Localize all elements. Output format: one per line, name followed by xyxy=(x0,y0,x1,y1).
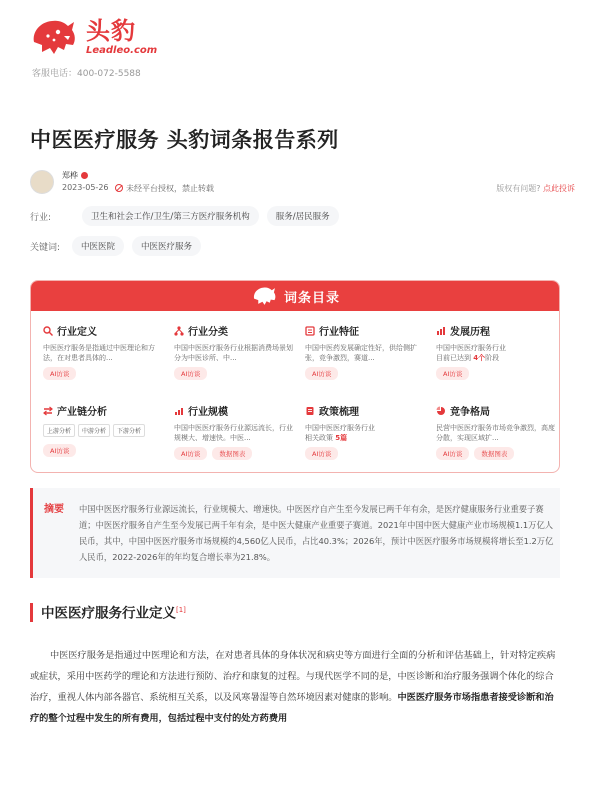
competition-icon xyxy=(436,406,446,416)
prohibited-icon xyxy=(115,184,123,192)
page-title: 中医医疗服务 头豹词条报告系列 xyxy=(30,128,339,152)
toc-item-scale[interactable] xyxy=(174,403,294,460)
keyword-row xyxy=(30,236,201,256)
leopard-logo-icon xyxy=(28,14,78,60)
keyword-label: 关键词: xyxy=(30,242,61,253)
avatar[interactable] xyxy=(30,170,54,194)
policy-desc-a: 中国中医医疗服务行业 xyxy=(305,424,375,432)
data-chart-chip[interactable]: 数据图表 xyxy=(212,447,252,460)
toc-item-desc: 中国中医医疗服务行业根据消费场景划分为中医诊所、中... xyxy=(174,344,293,362)
toc-item-desc xyxy=(436,343,556,363)
toc-item-policy[interactable] xyxy=(305,403,425,460)
definition-paragraph xyxy=(30,645,560,729)
ai-interview-chip[interactable]: AI访谈 xyxy=(174,447,207,460)
industry-row xyxy=(30,206,339,226)
logo[interactable] xyxy=(28,14,228,60)
definition-text: 中医医疗服务是指通过中医理论和方法，在对患者具体的身体状况和病史等方面进行全面的分析和评估基础上，针对特定疾病或症状，采用中医药学的理论和方法进行预防、治疗和康复的过程。与现代医学不同的是，中医诊断和治疗服务强调个体化的综合治疗，重视人体内部各器官、系统相互关系，以及风寒暑湿等自然环境因素对健康的影响。 xyxy=(30,650,556,703)
toc-grid xyxy=(31,311,559,473)
industry-label: 行业: xyxy=(30,212,52,223)
feature-icon xyxy=(305,326,315,336)
footnote-ref[interactable]: [1] xyxy=(176,606,186,614)
history-icon xyxy=(436,326,446,336)
toc-item-title: 政策梳理 xyxy=(319,407,359,418)
toc-item-desc: 中国中医药发展确定性好，供给侧扩张，竞争激烈，赛道... xyxy=(305,344,417,362)
report-link[interactable]: 点此投诉 xyxy=(543,184,575,193)
abstract-box xyxy=(30,488,560,578)
toc-item-history[interactable] xyxy=(436,323,556,380)
history-desc-c: 阶段 xyxy=(485,354,500,362)
policy-icon xyxy=(305,406,315,416)
toc-card xyxy=(30,280,560,473)
ai-interview-chip[interactable]: AI访谈 xyxy=(174,367,207,380)
abstract-text: 中国中医医疗服务行业源远流长，行业规模大、增速快。中医医疗自产生至今发展已两千年有余，是医疗健康服务行业重要子赛道；中医医疗服务自产生至今发展已两千年有余，是中医大健康产业重要子赛道。2021年中国中医大健康产业市场规模1.1万亿人民币，其中，中国中医医疗服务市场规模约4,560亿人民币，占比40.3%；2026年，预计中医医疗服务市场规模将增长至1.2万亿人民币，2022-2026年的年均复合增长率为21.8%。 xyxy=(79,504,554,562)
definition-icon xyxy=(43,326,53,336)
toc-header xyxy=(31,281,559,311)
header xyxy=(28,14,228,92)
toc-item-title: 产业链分析 xyxy=(57,407,107,418)
copyright-report xyxy=(496,183,575,194)
toc-item-desc xyxy=(305,423,425,443)
scale-icon xyxy=(174,406,184,416)
ai-interview-chip[interactable]: AI访谈 xyxy=(43,367,76,380)
ai-interview-chip[interactable]: AI访谈 xyxy=(305,367,338,380)
brand-domain: Leadleo.com xyxy=(86,45,158,56)
classification-icon xyxy=(174,326,184,336)
toc-item-title: 竞争格局 xyxy=(450,407,490,418)
chain-icon xyxy=(43,406,53,416)
toc-item-desc: 民营中医医疗服务市场竞争激烈，高度分散，实现区域扩... xyxy=(436,424,555,442)
policy-count: 5篇 xyxy=(335,434,348,442)
author-name[interactable] xyxy=(62,170,88,181)
section-title-text: 中医医疗服务行业定义 xyxy=(41,605,176,622)
keyword-tag[interactable]: 中医医院 xyxy=(72,236,124,256)
toc-item-definition[interactable] xyxy=(43,323,163,380)
copyright-text: 未经平台授权，禁止转载 xyxy=(126,184,214,193)
toc-item-competition[interactable] xyxy=(436,403,556,460)
section-title xyxy=(30,603,186,622)
industry-tag[interactable]: 卫生和社会工作/卫生/第三方医疗服务机构 xyxy=(82,206,259,226)
toc-item-title: 行业特征 xyxy=(319,327,359,338)
toc-item-desc: 中国中医医疗服务行业源远流长，行业规模大、增速快。中医... xyxy=(174,424,293,442)
policy-desc-b: 相关政策 xyxy=(305,434,333,442)
industry-tag[interactable]: 服务/居民服务 xyxy=(267,206,339,226)
ai-interview-chip[interactable]: AI访谈 xyxy=(436,447,469,460)
author-badge-icon xyxy=(81,172,88,179)
toc-item-title: 行业规模 xyxy=(188,407,228,418)
brand-name: 头豹 xyxy=(86,17,136,45)
abstract-label: 摘要 xyxy=(44,504,64,515)
ai-interview-chip[interactable]: AI访谈 xyxy=(43,444,76,457)
toc-item-title: 行业分类 xyxy=(188,327,228,338)
keyword-tag[interactable]: 中医医疗服务 xyxy=(132,236,201,256)
toc-item-desc: 中医医疗服务是指通过中医理论和方法，在对患者具体的... xyxy=(43,344,155,362)
toc-item-title: 发展历程 xyxy=(450,327,490,338)
toc-item-chain[interactable] xyxy=(43,403,163,457)
definition-text-bold: 中医医疗服务市场指患者接受诊断和治疗的整个过程中发生的所有费用，包括过程中支付的处方药费用 xyxy=(30,692,554,724)
hotline: 客服电话：400-072-5588 xyxy=(32,69,141,79)
publish-date: 2023-05-26 xyxy=(62,183,109,192)
history-stage-count: 4个 xyxy=(473,354,486,362)
report-question: 版权有问题? xyxy=(496,184,541,193)
upstream-chip[interactable]: 上游分析 xyxy=(43,424,75,437)
ai-interview-chip[interactable]: AI访谈 xyxy=(436,367,469,380)
toc-item-title: 行业定义 xyxy=(57,327,97,338)
toc-title: 词条目录 xyxy=(283,290,340,306)
midstream-chip[interactable]: 中游分析 xyxy=(78,424,110,437)
history-desc-a: 中国中医医疗服务行业 xyxy=(436,344,506,352)
downstream-chip[interactable]: 下游分析 xyxy=(113,424,145,437)
toc-item-feature[interactable] xyxy=(305,323,425,380)
history-desc-b: 目前已达到 xyxy=(436,354,471,362)
copyright-notice xyxy=(115,183,214,194)
author-name-text: 郑桦 xyxy=(62,171,78,180)
data-chart-chip[interactable]: 数据图表 xyxy=(474,447,514,460)
author-row xyxy=(30,170,575,196)
toc-item-classification[interactable] xyxy=(174,323,294,380)
leopard-logo-icon xyxy=(250,284,278,308)
ai-interview-chip[interactable]: AI访谈 xyxy=(305,447,338,460)
